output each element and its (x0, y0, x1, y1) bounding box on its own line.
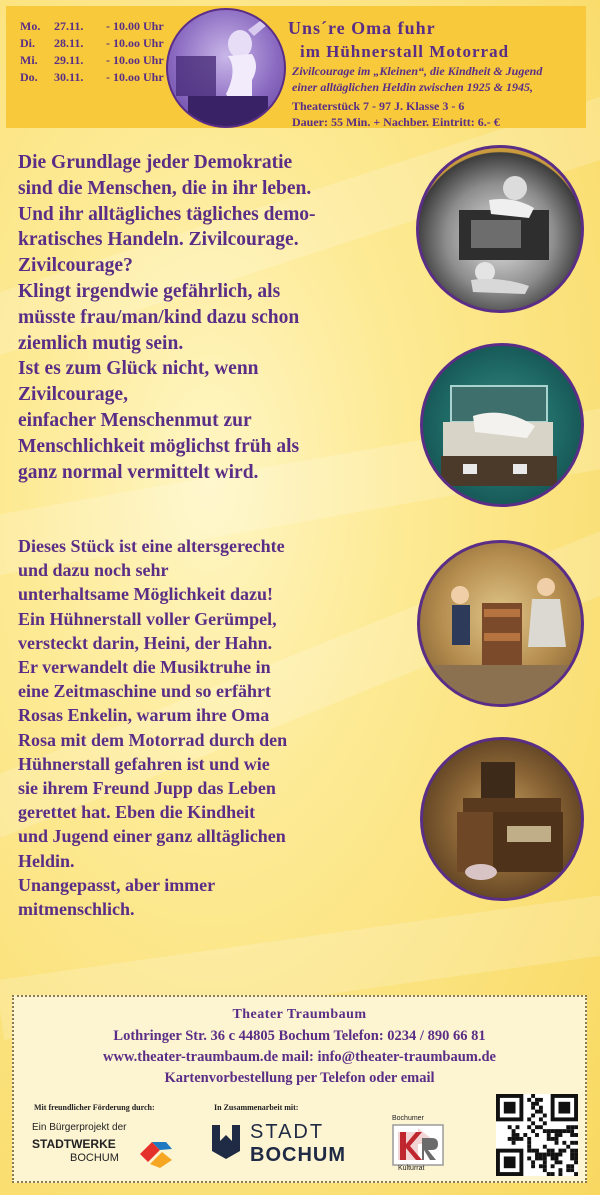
date-day: Di. (20, 36, 35, 50)
story-line: versteckt darin, Heini, der Hahn. (18, 632, 273, 653)
support-label: Mit freundlicher Förderung durch: (34, 1103, 155, 1112)
story-line: Heldin. (18, 850, 75, 871)
date-day: Mi. (20, 53, 38, 67)
date-day: Do. (20, 70, 38, 84)
performance-dates (20, 18, 164, 86)
kulturrat-bottom-label: Kulturrat (398, 1165, 425, 1172)
story-line: Dieses Stück ist eine altersgerechte (18, 536, 285, 556)
date-time: - 10.00 Uhr (106, 19, 164, 33)
theater-address: Lothringer Str. 36 c 44805 Bochum Telefon: 0234 / 890 66 81 (113, 1028, 486, 1044)
date-row (20, 69, 164, 86)
play-info-line2: Dauer: 55 Min. + Nachber. Eintritt: 6.- € (292, 115, 500, 129)
scene-photo-chicken-coop-image (420, 543, 581, 704)
play-title-line1: Uns´re Oma fuhr (288, 18, 436, 38)
story-line: gerettet hat. Eben die Kindheit (18, 802, 256, 823)
story-line: und Jugend einer ganz alltäglichen (18, 826, 286, 847)
qr-code-icon[interactable] (496, 1094, 578, 1176)
date-row (20, 52, 164, 69)
story-line: eine Zeitmaschine und so erfährt (18, 681, 271, 702)
story-line: sie ihrem Freund Jupp das Leben (18, 778, 276, 799)
story-line: Unangepasst, aber immer (18, 874, 216, 895)
story-paragraph (18, 534, 287, 921)
story-line: unterhaltsame Möglichkeit dazu! (18, 584, 273, 605)
theater-web-mail: www.theater-traumbaum.de mail: info@theater-traumbaum.de (103, 1049, 496, 1065)
date-day: Mo. (20, 19, 41, 33)
scene-photo-suitcase (420, 343, 584, 507)
intro-line: Menschlichkeit möglichst früh als (18, 435, 300, 457)
scene-photo-radio-image (419, 148, 581, 310)
bochum-label: BOCHUM (250, 1144, 346, 1166)
stadtwerke-logo-icon (136, 1139, 176, 1169)
stadtwerke-city: BOCHUM (70, 1152, 119, 1164)
date-time: - 10.oo Uhr (106, 36, 164, 50)
story-line: Hühnerstall gefahren ist und wie (18, 753, 270, 774)
scene-photo-cabinet (420, 737, 584, 901)
play-info-line1: Theaterstück 7 - 97 J. Klasse 3 - 6 (292, 99, 465, 113)
scene-photo-cabinet-image (423, 740, 581, 898)
play-title-line2: im Hühnerstall Motorrad (300, 42, 510, 61)
intro-line: Zivilcourage? (18, 255, 133, 277)
kulturrat-top-label: Bochumer (392, 1115, 424, 1122)
date-value: 27.11. (54, 19, 84, 33)
stadt-bochum-logo-icon (210, 1121, 242, 1161)
intro-line: müsste frau/man/kind dazu schon (18, 306, 300, 328)
intro-line: ziemlich mutig sein. (18, 332, 184, 354)
scene-photo-chicken-coop (417, 540, 584, 707)
play-subtitle-line2: einer alltäglichen Heldin zwischen 1925 & 1945, (292, 80, 534, 94)
story-line: Er verwandelt die Musiktruhe in (18, 657, 271, 678)
intro-line: kratisches Handeln. Zivilcourage. (18, 229, 299, 251)
scene-photo-radio (416, 145, 584, 313)
performer-silhouette-image (168, 10, 284, 126)
intro-paragraph (18, 150, 316, 485)
date-row (20, 35, 164, 52)
date-value: 28.11. (54, 36, 84, 50)
date-row (20, 18, 164, 35)
kulturrat-logo-icon (392, 1124, 444, 1166)
stadt-label: STADT (250, 1121, 325, 1143)
date-time: - 10.oo Uhr (106, 70, 164, 84)
ticket-info: Kartenvorbestellung per Telefon oder email (164, 1070, 435, 1086)
header-photo (166, 8, 286, 128)
theater-name: Theater Traumbaum (232, 1007, 367, 1022)
intro-line: Klingt irgendwie gefährlich, als (18, 280, 281, 302)
story-line: Rosas Enkelin, warum ihre Oma (18, 705, 270, 726)
stadtwerke-name: STADTWERKE (32, 1137, 116, 1151)
date-value: 29.11. (54, 53, 84, 67)
intro-line: Die Grundlage jeder Demokratie (18, 152, 293, 173)
contact-footer (12, 995, 587, 1183)
intro-line: Ist es zum Glück nicht, wenn (18, 358, 259, 380)
date-value: 30.11. (54, 70, 84, 84)
play-subtitle-line1: Zivilcourage im „Kleinen“, die Kindheit & Jugend (292, 64, 543, 78)
intro-line: Und ihr alltägliches tägliches demo- (18, 203, 316, 225)
intro-line: Zivilcourage, (18, 384, 128, 406)
intro-line: ganz normal vermittelt wird. (18, 461, 259, 483)
cooperation-label: In Zusammenarbeit mit: (214, 1103, 299, 1112)
intro-line: einfacher Menschenmut zur (18, 409, 252, 431)
header-banner (6, 6, 586, 128)
story-line: Rosa mit dem Motorrad durch den (18, 729, 288, 750)
story-line: mitmenschlich. (18, 899, 135, 920)
story-line: und dazu noch sehr (18, 560, 169, 581)
scene-photo-suitcase-image (423, 346, 581, 504)
date-time: - 10.oo Uhr (106, 53, 164, 67)
intro-line: sind die Menschen, die in ihr leben. (18, 177, 312, 199)
story-line: Ein Hühnerstall voller Gerümpel, (18, 608, 277, 629)
stadtwerke-tagline: Ein Bürgerprojekt der (32, 1122, 127, 1133)
